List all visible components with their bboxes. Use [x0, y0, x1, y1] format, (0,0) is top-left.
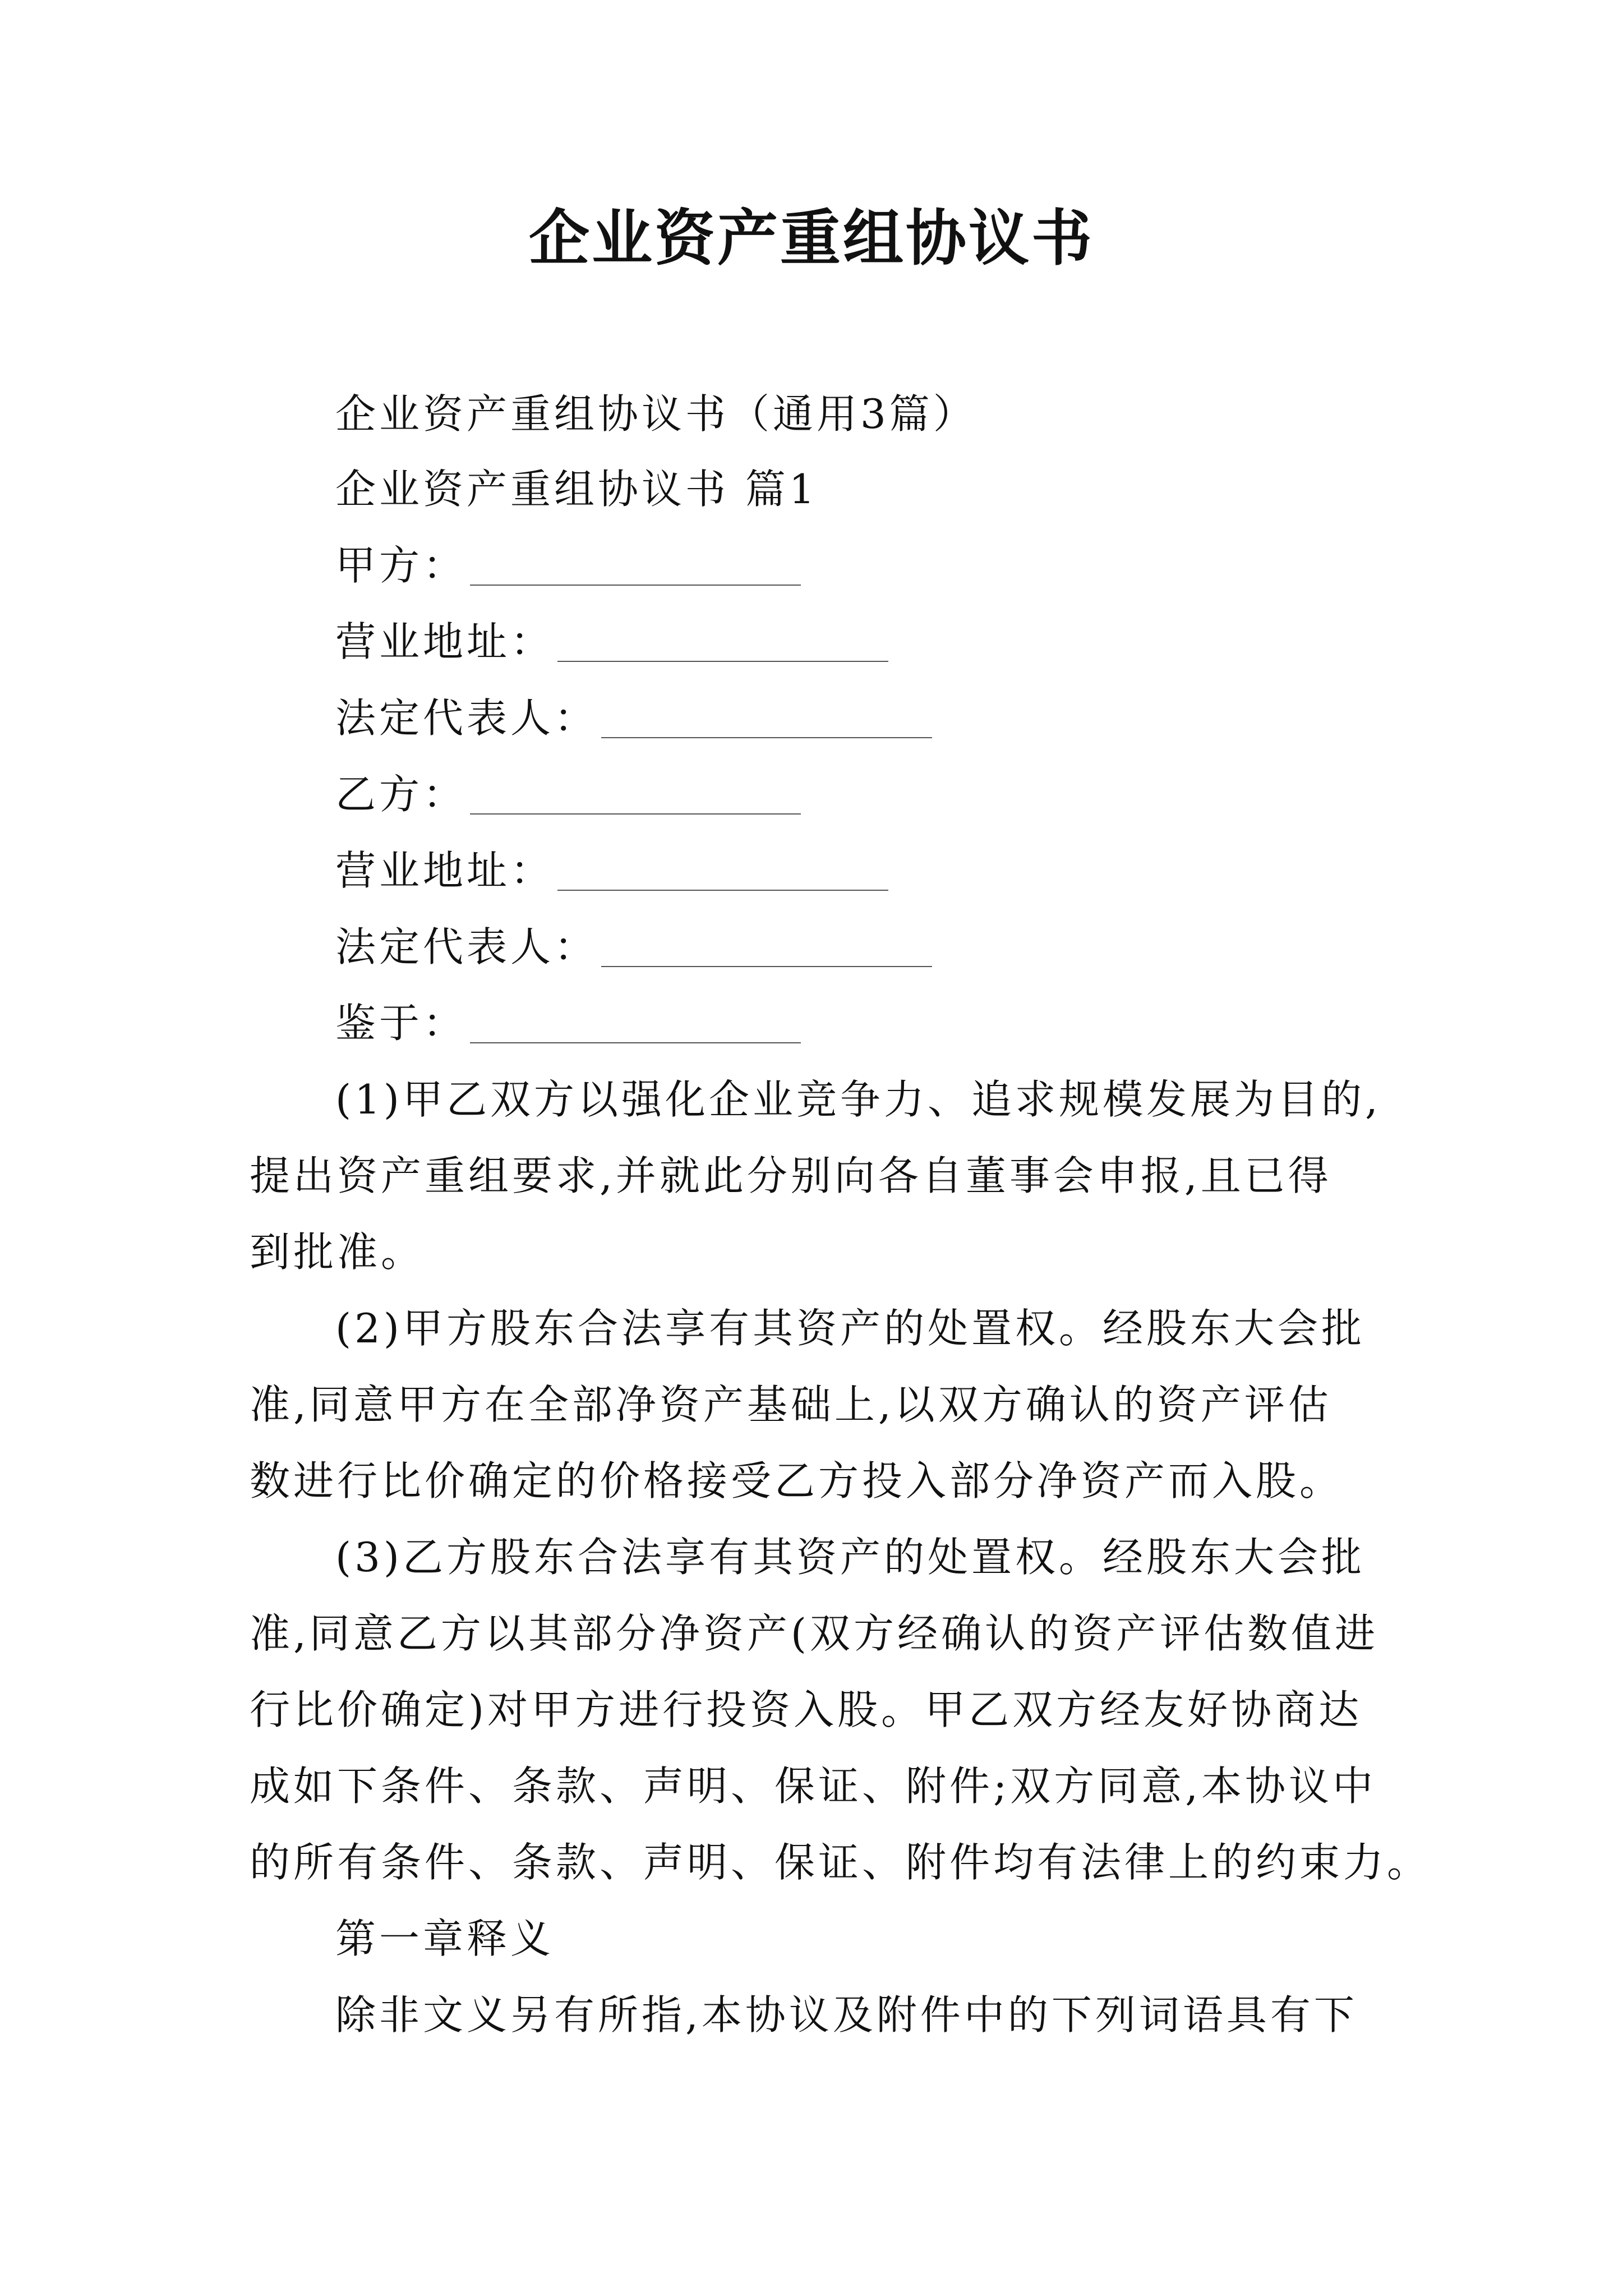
fill-in-blank — [601, 703, 932, 738]
field-label: 法定代表人： — [335, 694, 598, 742]
fill-in-blank — [557, 856, 888, 891]
party-a-address-field — [335, 614, 888, 670]
party-a-representative-field — [335, 690, 932, 746]
party-a-field — [335, 537, 801, 593]
paragraph-line: 数进行比价确定的价格接受乙方投入部分净资产而入股。 — [250, 1457, 1344, 1504]
paragraph-line: (2)甲方股东合法享有其资产的处置权。经股东大会批 — [335, 1305, 1365, 1352]
section-heading: 企业资产重组协议书 篇1 — [335, 466, 818, 513]
fill-in-blank — [470, 551, 801, 586]
party-b-field — [335, 766, 801, 822]
party-b-representative-field — [335, 919, 932, 975]
paragraph-line: (1)甲乙双方以强化企业竞争力、追求规模发展为目的, — [335, 1076, 1381, 1123]
paragraph-line: 准,同意甲方在全部净资产基础上,以双方确认的资产评估 — [250, 1381, 1332, 1428]
party-b-address-field — [335, 843, 888, 899]
whereas-field — [335, 995, 801, 1051]
field-label: 鉴于： — [335, 1000, 467, 1047]
paragraph-line: 成如下条件、条款、声明、保证、附件;双方同意,本协议中 — [250, 1763, 1377, 1810]
paragraph-line: 准,同意乙方以其部分净资产(双方经确认的资产评估数值进 — [250, 1610, 1378, 1657]
fill-in-blank — [470, 780, 801, 815]
fill-in-blank — [601, 932, 932, 967]
paragraph-line: 到批准。 — [250, 1228, 425, 1276]
field-label: 营业地址： — [335, 618, 555, 665]
field-label: 甲方： — [335, 542, 467, 589]
document-title: 企业资产重组协议书 — [528, 203, 1094, 274]
fill-in-blank — [470, 1009, 801, 1043]
document-subtitle: 企业资产重组协议书（通用3篇） — [335, 390, 977, 438]
paragraph-line: 的所有条件、条款、声明、保证、附件均有法律上的约束力。 — [250, 1839, 1431, 1886]
chapter-heading: 第一章释义 — [335, 1915, 555, 1962]
field-label: 法定代表人： — [335, 923, 598, 970]
field-label: 营业地址： — [335, 847, 555, 894]
paragraph-line: (3)乙方股东合法享有其资产的处置权。经股东大会批 — [335, 1534, 1365, 1581]
paragraph-line: 提出资产重组要求,并就此分别向各自董事会申报,且已得 — [250, 1152, 1332, 1199]
fill-in-blank — [557, 627, 888, 662]
paragraph-line: 行比价确定)对甲方进行投资入股。甲乙双方经友好协商达 — [250, 1686, 1363, 1733]
chapter-text: 除非文义另有所指,本协议及附件中的下列词语具有下 — [335, 1991, 1358, 2039]
field-label: 乙方： — [335, 771, 467, 818]
